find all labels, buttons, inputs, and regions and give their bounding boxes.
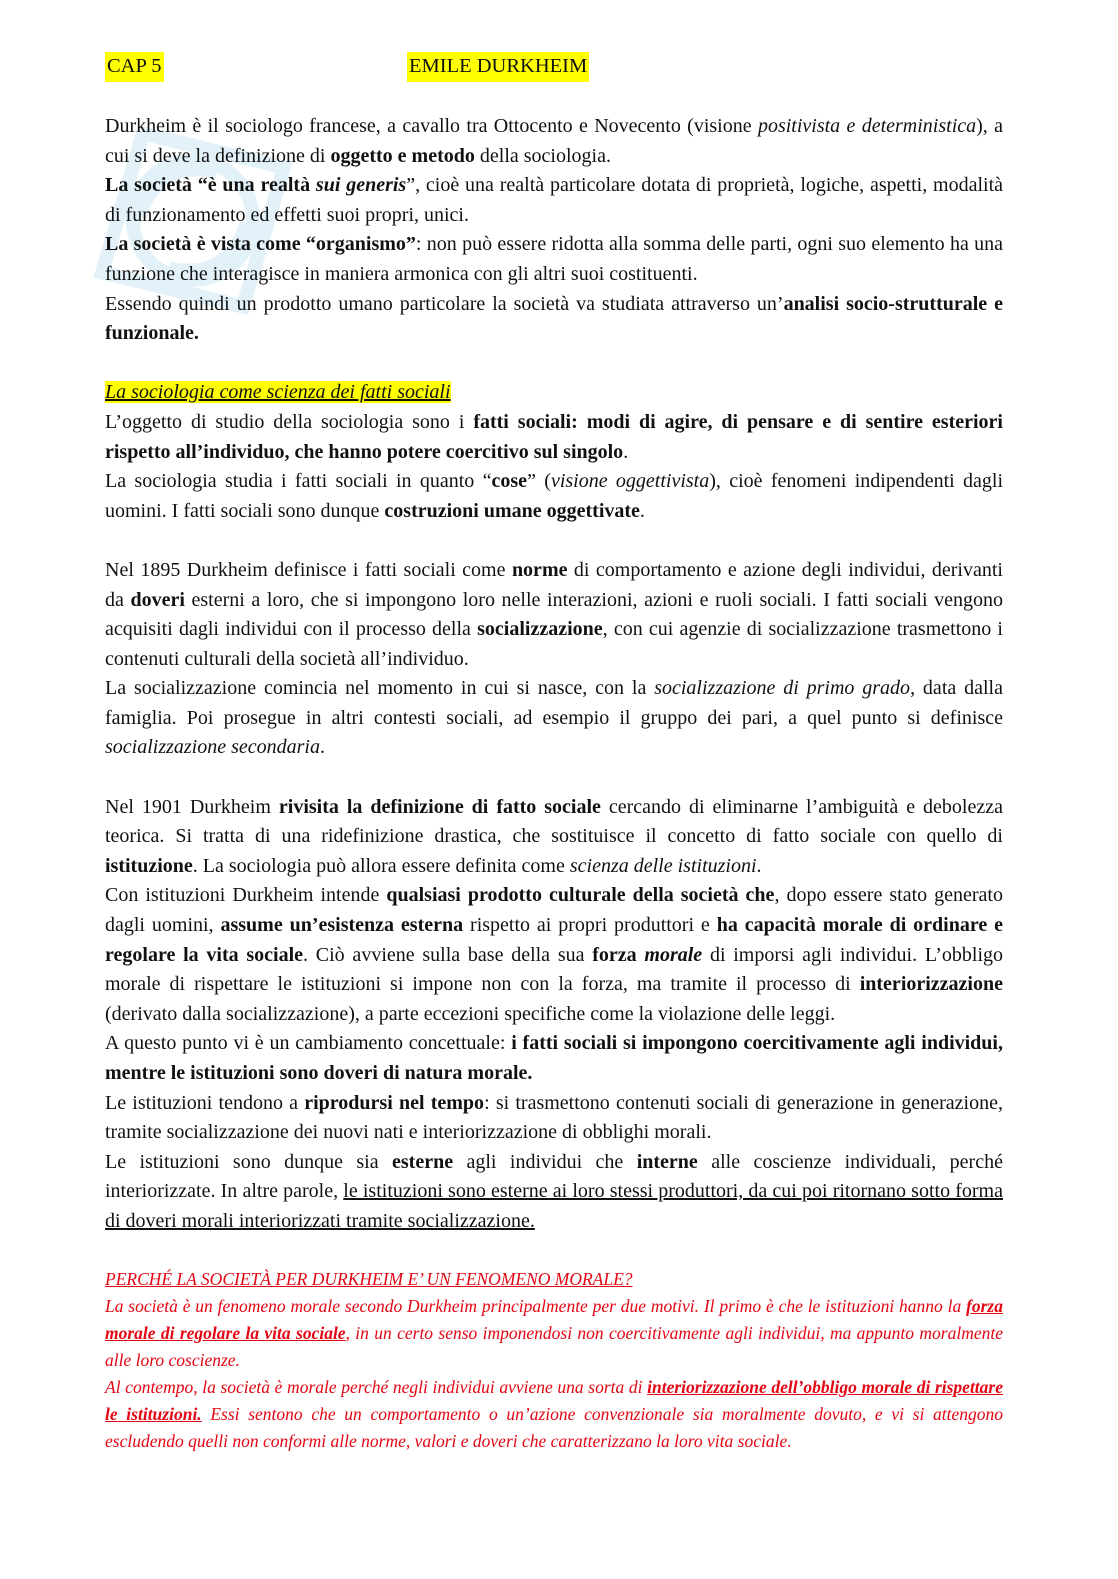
section1-paragraph-1: L’oggetto di studio della sociologia sono i fatti sociali: modi di agire, di pensare e di sentire esteriori rispetto all’individuo, che hanno potere coercitivo sul singolo. (105, 410, 1003, 463)
section3-paragraph-2: Con istituzioni Durkheim intende qualsiasi prodotto culturale della società che, dopo essere stato generato dagli uomini, assume un’esistenza esterna rispetto ai propri produttori e ha capacità morale di ordinare e regolare la vita sociale. Ciò avviene sulla base della sua forza morale di imporsi agli individui. L’obbligo morale di rispettare le istituzioni si impone non con la forza, ma tramite il processo di interiorizzazione (derivato dalla socializzazione), a parte eccezioni specifiche come la violazione delle leggi. (105, 884, 1004, 1025)
question-heading: PERCHÉ LA SOCIETÀ PER DURKHEIM E’ UN FENOMENO MORALE? (105, 1269, 633, 1290)
section3-paragraph-4: Le istituzioni tendono a riprodursi nel tempo: si trasmettono contenuti sociali di generazione in generazione, tramite socializzazione dei nuovi nati e interiorizzazione di obblighi morali. (105, 1091, 1003, 1144)
section3-paragraph-5: Le istituzioni sono dunque sia esterne agli individui che interne alle coscienze individuali, perché interiorizzate. In altre parole, le istituzioni sono esterne ai loro stessi produttori, da cui poi ritornano sotto forma di doveri morali interiorizzati tramite socializzazione. (105, 1150, 1003, 1232)
answer-paragraph-1: La società è un fenomeno morale secondo Durkheim principalmente per due motivi. Il primo è che le istituzioni hanno la forza morale di regolare la vita sociale, in un certo senso imponendosi non coercitivamente agli individui, ma appunto moralmente alle loro coscienze. (105, 1296, 1003, 1371)
intro-paragraph-1: Durkheim è il sociologo francese, a cavallo tra Ottocento e Novecento (visione positivista e deterministica), a cui si deve la definizione di oggetto e metodo della sociologia. (105, 115, 1003, 167)
section3-paragraph-1: Nel 1901 Durkheim rivisita la definizione di fatto sociale cercando di eliminarne l’ambiguità e debolezza teorica. Si tratta di una ridefinizione drastica, che sostituisce il concetto di fatto sociale con quello di istituzione. La sociologia può allora essere definita come scienza delle istituzioni. (105, 795, 1003, 877)
section1-paragraph-2: La sociologia studia i fatti sociali in quanto “cose” (visione oggettivista), cioè fenomeni indipendenti dagli uomini. I fatti sociali sono dunque costruzioni umane oggettivate. (105, 470, 1003, 522)
document-body (105, 112, 1003, 1455)
section3-paragraph-3: A questo punto vi è un cambiamento concettuale: i fatti sociali si impongono coercitivamente agli individui, mentre le istituzioni sono doveri di natura morale. (105, 1032, 1003, 1084)
document-header (0, 52, 1118, 82)
section2-paragraph-1: Nel 1895 Durkheim definisce i fatti sociali come norme di comportamento e azione degli individui, derivanti da doveri esterni a loro, che si impongono loro nelle interazioni, azioni e ruoli sociali. I fatti sociali vengono acquisiti dagli individui con il processo della socializzazione, con cui agenzie di socializzazione trasmettono i contenuti culturali della società all’individuo. (105, 558, 1003, 670)
section2-paragraph-2: La socializzazione comincia nel momento in cui si nasce, con la socializzazione di primo grado, data dalla famiglia. Poi prosegue in altri contesti sociali, ad esempio il gruppo dei pari, a quel punto si definisce socializzazione secondaria. (105, 677, 1003, 759)
intro-paragraph-4: Essendo quindi un prodotto umano particolare la società va studiata attraverso un’analisi socio-strutturale e funzionale. (105, 292, 1004, 345)
intro-paragraph-2: La società “è una realtà sui generis”, cioè una realtà particolare dotata di proprietà, logiche, aspetti, modalità di funzionamento ed effetti suoi propri, unici. (105, 174, 1003, 226)
chapter-label: CAP 5 (105, 52, 164, 82)
answer-paragraph-2: Al contempo, la società è morale perché negli individui avviene una sorta di interiorizzazione dell’obbligo morale di rispettare le istituzioni. Essi sentono che un comportamento o un’azione convenzionale sia moralmente dovuto, e vi si attengono escludendo quelli non conformi alle norme, valori e doveri che caratterizzano la loro vita sociale. (105, 1377, 1003, 1452)
page-title: EMILE DURKHEIM (407, 52, 589, 82)
intro-paragraph-3: La società è vista come “organismo”: non può essere ridotta alla somma delle parti, ogni suo elemento ha una funzione che interagisce in maniera armonica con gli altri suoi costituenti. (105, 233, 1003, 285)
section-heading: La sociologia come scienza dei fatti sociali (105, 381, 451, 404)
